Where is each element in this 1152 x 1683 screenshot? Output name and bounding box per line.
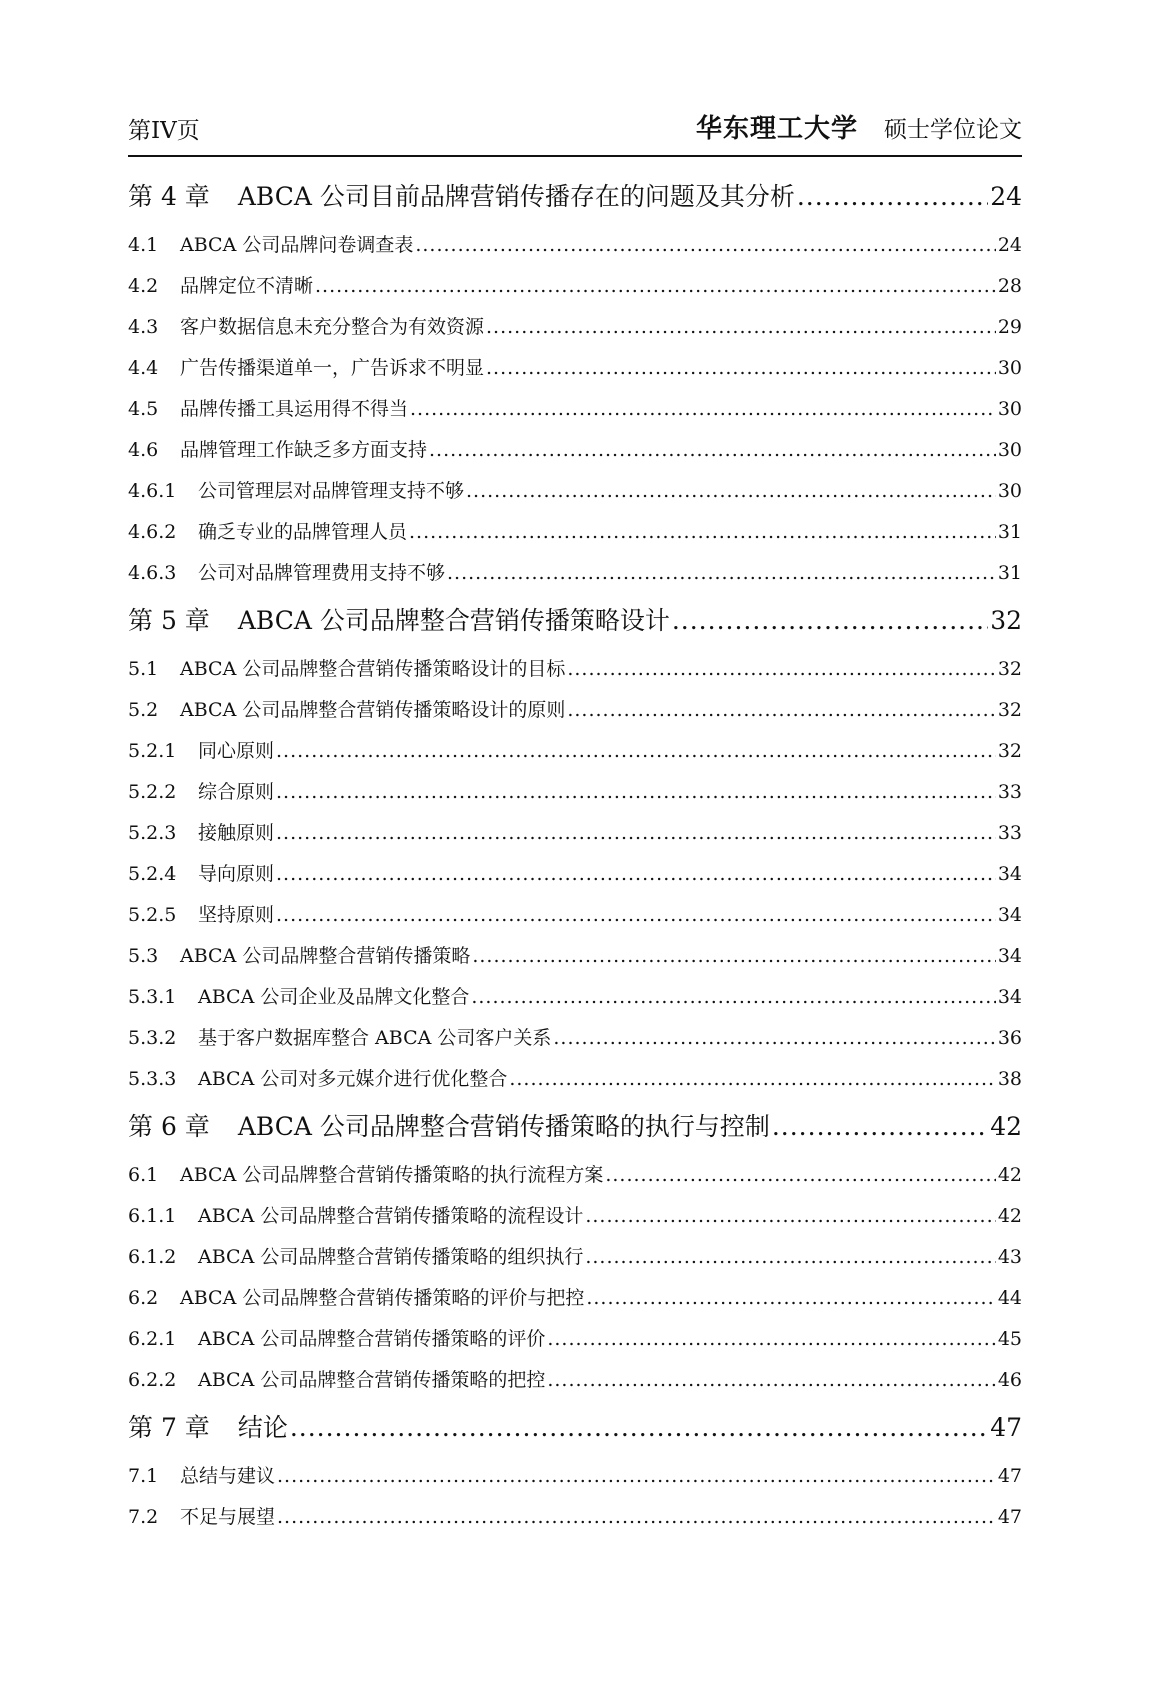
leader-dots	[276, 772, 996, 813]
entry-page: 31	[997, 521, 1022, 543]
leader-dots	[410, 389, 996, 430]
toc-entry[interactable]	[128, 936, 1022, 977]
entry-number: 6.2.1	[128, 1328, 177, 1350]
entry-number: 5.3	[128, 945, 159, 967]
entry-page: 30	[997, 357, 1022, 379]
leader-dots	[486, 348, 996, 389]
entry-number: 5.3.2	[128, 1027, 177, 1049]
entry-number: 4.3	[128, 316, 159, 338]
entry-number: 5.3.1	[128, 986, 177, 1008]
toc-entry[interactable]	[128, 1497, 1022, 1538]
entry-title: ABCA 公司企业及品牌文化整合	[198, 986, 470, 1008]
entry-title: ABCA 公司品牌整合营销传播策略的执行流程方案	[180, 1164, 604, 1186]
university-name: 华东理工大学	[695, 114, 858, 144]
entry-title: 总结与建议	[180, 1465, 276, 1487]
toc-entry[interactable]	[128, 977, 1022, 1018]
entry-page: 42	[997, 1164, 1022, 1186]
toc-entry[interactable]	[128, 1278, 1022, 1319]
toc-entry[interactable]	[128, 895, 1022, 936]
leader-dots	[466, 471, 996, 512]
entry-page: 32	[997, 740, 1022, 762]
toc-entry[interactable]	[128, 307, 1022, 348]
entry-page: 29	[997, 316, 1022, 338]
leader-dots	[471, 977, 995, 1018]
leader-dots	[276, 813, 996, 854]
entry-number: 4.6	[128, 439, 159, 461]
leader-dots	[585, 1237, 995, 1278]
entry-number: 4.6.3	[128, 562, 177, 584]
entry-page: 34	[997, 863, 1022, 885]
toc-entry[interactable]	[128, 1360, 1022, 1401]
leader-dots	[547, 1319, 995, 1360]
page-number-label: 第IV页	[128, 118, 200, 144]
entry-title: 结论	[237, 1413, 288, 1442]
entry-page: 47	[997, 1465, 1022, 1487]
toc-entry[interactable]	[128, 266, 1022, 307]
leader-dots	[276, 854, 996, 895]
entry-title: 客户数据信息未充分整合为有效资源	[180, 316, 485, 338]
toc-entry[interactable]	[128, 1018, 1022, 1059]
page-header	[128, 108, 1022, 148]
entry-title: 公司管理层对品牌管理支持不够	[198, 480, 465, 502]
entry-title: ABCA 公司对多元媒介进行优化整合	[198, 1068, 508, 1090]
leader-dots	[797, 173, 988, 221]
leader-dots	[447, 553, 996, 594]
leader-dots	[276, 895, 996, 936]
entry-page: 32	[990, 606, 1022, 635]
toc-entry[interactable]	[128, 690, 1022, 731]
toc-entry[interactable]	[128, 348, 1022, 389]
entry-number: 4.5	[128, 398, 159, 420]
entry-page: 34	[997, 904, 1022, 926]
leader-dots	[547, 1360, 995, 1401]
leader-dots	[277, 1456, 996, 1497]
entry-title: 接触原则	[198, 822, 275, 844]
leader-dots	[277, 1497, 996, 1538]
entry-page: 33	[997, 781, 1022, 803]
toc-chapter-entry[interactable]	[128, 1103, 1022, 1151]
entry-title: 基于客户数据库整合 ABCA 公司客户关系	[198, 1027, 552, 1049]
toc-entry[interactable]	[128, 225, 1022, 266]
entry-title: 同心原则	[198, 740, 275, 762]
entry-number: 5.1	[128, 658, 159, 680]
entry-title: ABCA 公司品牌整合营销传播策略的组织执行	[198, 1246, 584, 1268]
entry-page: 34	[997, 945, 1022, 967]
toc-chapter-entry[interactable]	[128, 173, 1022, 221]
entry-number: 7.1	[128, 1465, 159, 1487]
entry-number: 5.2.4	[128, 863, 177, 885]
entry-page: 47	[997, 1506, 1022, 1528]
entry-number: 4.2	[128, 275, 159, 297]
entry-page: 24	[997, 234, 1022, 256]
entry-number: 4.1	[128, 234, 159, 256]
entry-number: 4.4	[128, 357, 159, 379]
entry-number: 6.1.2	[128, 1246, 177, 1268]
entry-page: 32	[997, 658, 1022, 680]
entry-title: ABCA 公司品牌整合营销传播策略设计	[237, 606, 670, 635]
degree-label: 硕士学位论文	[884, 117, 1022, 143]
toc-entry[interactable]	[128, 1237, 1022, 1278]
entry-title: 品牌定位不清晰	[180, 275, 314, 297]
entry-title: ABCA 公司品牌整合营销传播策略的把控	[198, 1369, 546, 1391]
entry-number: 5.2.3	[128, 822, 177, 844]
entry-title: ABCA 公司品牌整合营销传播策略设计的原则	[180, 699, 566, 721]
entry-page: 30	[997, 439, 1022, 461]
entry-title: 品牌管理工作缺乏多方面支持	[180, 439, 428, 461]
toc-chapter-entry[interactable]	[128, 597, 1022, 645]
toc-entry[interactable]	[128, 1059, 1022, 1100]
toc-entry[interactable]	[128, 430, 1022, 471]
entry-title: 确乏专业的品牌管理人员	[198, 521, 408, 543]
entry-title: ABCA 公司品牌整合营销传播策略的执行与控制	[237, 1112, 770, 1141]
leader-dots	[605, 1155, 995, 1196]
leader-dots	[553, 1018, 995, 1059]
entry-page: 30	[997, 480, 1022, 502]
toc-entry[interactable]	[128, 512, 1022, 553]
entry-number: 5.2	[128, 699, 159, 721]
toc-entry[interactable]	[128, 389, 1022, 430]
leader-dots	[315, 266, 996, 307]
leader-dots	[567, 649, 995, 690]
entry-number: 4.6.1	[128, 480, 177, 502]
leader-dots	[567, 690, 995, 731]
entry-page: 33	[997, 822, 1022, 844]
entry-number: 5.2.5	[128, 904, 177, 926]
toc-entry[interactable]	[128, 553, 1022, 594]
entry-number: 6.2	[128, 1287, 159, 1309]
leader-dots	[429, 430, 996, 471]
entry-page: 46	[997, 1369, 1022, 1391]
entry-page: 34	[997, 986, 1022, 1008]
entry-title: 不足与展望	[180, 1506, 276, 1528]
entry-title: 综合原则	[198, 781, 275, 803]
entry-page: 44	[997, 1287, 1022, 1309]
entry-page: 45	[997, 1328, 1022, 1350]
entry-number: 6.1.1	[128, 1205, 177, 1227]
entry-number: 4.6.2	[128, 521, 177, 543]
toc-entry[interactable]	[128, 649, 1022, 690]
entry-page: 24	[990, 182, 1022, 211]
entry-title: ABCA 公司品牌整合营销传播策略的评价与把控	[180, 1287, 585, 1309]
toc-entry[interactable]	[128, 731, 1022, 772]
entry-title: ABCA 公司品牌整合营销传播策略	[180, 945, 471, 967]
entry-title: 品牌传播工具运用得不得当	[180, 398, 409, 420]
entry-page: 32	[997, 699, 1022, 721]
leader-dots	[276, 731, 996, 772]
entry-title: ABCA 公司品牌整合营销传播策略的评价	[198, 1328, 546, 1350]
entry-page: 36	[997, 1027, 1022, 1049]
entry-number: 第 4 章	[128, 182, 210, 211]
entry-page: 43	[997, 1246, 1022, 1268]
entry-page: 42	[997, 1205, 1022, 1227]
entry-number: 5.3.3	[128, 1068, 177, 1090]
entry-title: 导向原则	[198, 863, 275, 885]
toc-entry[interactable]	[128, 772, 1022, 813]
leader-dots	[409, 512, 996, 553]
toc-chapter-entry[interactable]	[128, 1404, 1022, 1452]
leader-dots	[509, 1059, 995, 1100]
entry-number: 6.1	[128, 1164, 159, 1186]
leader-dots	[290, 1404, 988, 1452]
toc-entry[interactable]	[128, 1155, 1022, 1196]
entry-title: 广告传播渠道单一，广告诉求不明显	[180, 357, 485, 379]
entry-page: 31	[997, 562, 1022, 584]
entry-title: 公司对品牌管理费用支持不够	[198, 562, 446, 584]
leader-dots	[486, 307, 996, 348]
entry-title: 坚持原则	[198, 904, 275, 926]
entry-page: 28	[997, 275, 1022, 297]
toc-entry[interactable]	[128, 1196, 1022, 1237]
leader-dots	[672, 597, 988, 645]
header-rule	[128, 155, 1022, 157]
toc-entry[interactable]	[128, 1319, 1022, 1360]
thesis-header	[696, 108, 1022, 145]
entry-page: 30	[997, 398, 1022, 420]
leader-dots	[472, 936, 995, 977]
toc-entry[interactable]	[128, 471, 1022, 512]
leader-dots	[772, 1103, 988, 1151]
leader-dots	[415, 225, 995, 266]
entry-title: ABCA 公司品牌问卷调查表	[180, 234, 414, 256]
toc-entry[interactable]	[128, 854, 1022, 895]
toc-entry[interactable]	[128, 1456, 1022, 1497]
entry-number: 第 6 章	[128, 1112, 210, 1141]
table-of-contents	[128, 170, 1022, 1538]
entry-page: 38	[997, 1068, 1022, 1090]
entry-page: 42	[990, 1112, 1022, 1141]
entry-number: 第 7 章	[128, 1413, 210, 1442]
toc-entry[interactable]	[128, 813, 1022, 854]
entry-title: ABCA 公司品牌整合营销传播策略设计的目标	[180, 658, 566, 680]
leader-dots	[586, 1278, 995, 1319]
entry-number: 第 5 章	[128, 606, 210, 635]
entry-number: 6.2.2	[128, 1369, 177, 1391]
entry-page: 47	[990, 1413, 1022, 1442]
leader-dots	[585, 1196, 995, 1237]
entry-number: 7.2	[128, 1506, 159, 1528]
entry-title: ABCA 公司品牌整合营销传播策略的流程设计	[198, 1205, 584, 1227]
entry-number: 5.2.2	[128, 781, 177, 803]
entry-number: 5.2.1	[128, 740, 177, 762]
entry-title: ABCA 公司目前品牌营销传播存在的问题及其分析	[237, 182, 795, 211]
